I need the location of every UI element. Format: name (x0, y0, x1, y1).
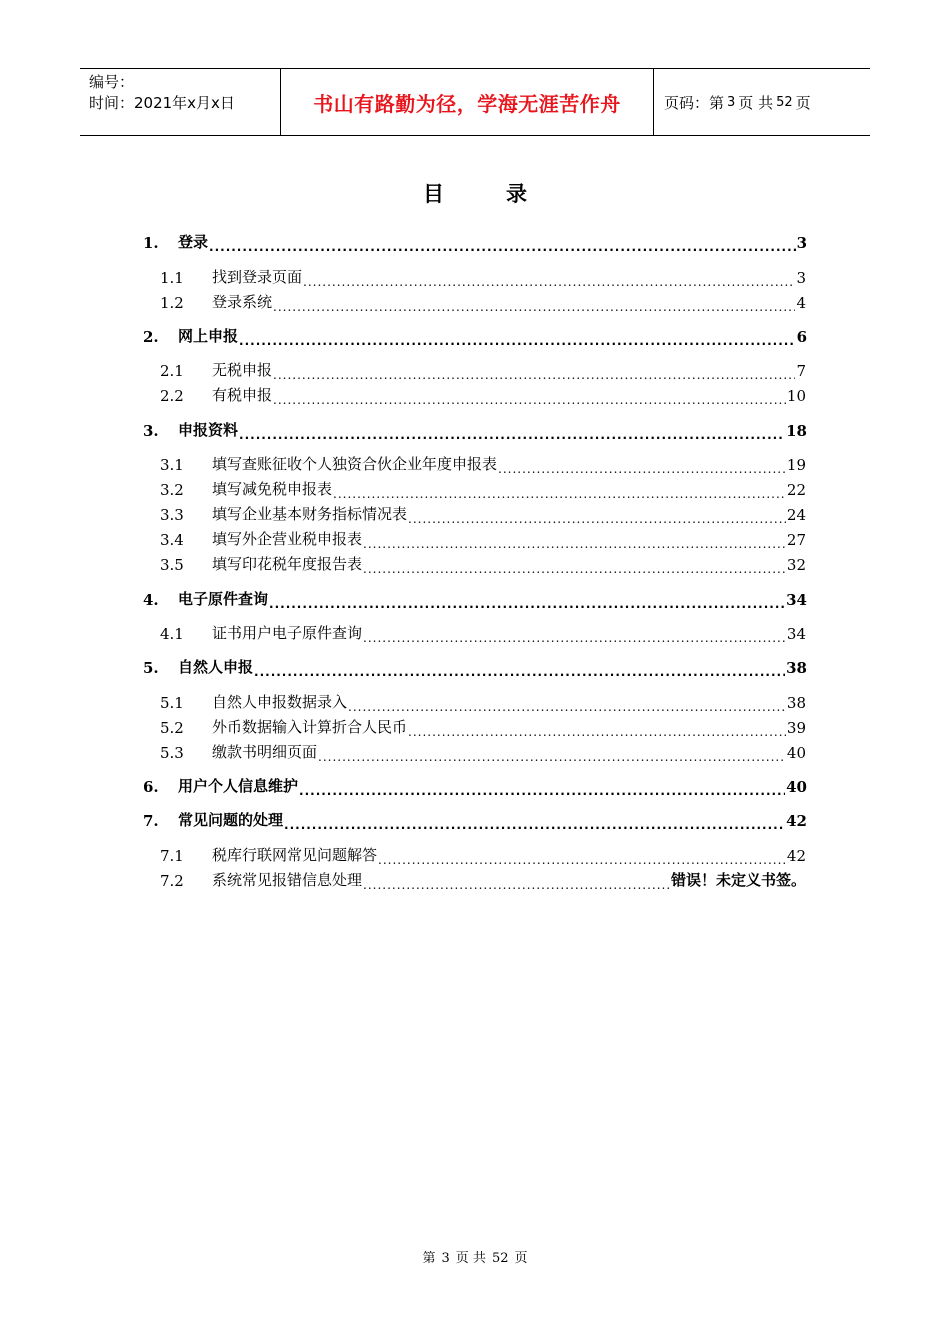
toc-entry-number: 4. (143, 591, 159, 609)
toc-entry-page: 42 (786, 847, 806, 865)
toc-entry-page: 18 (786, 422, 807, 440)
toc-entry-number: 2.2 (160, 387, 184, 405)
time-label: 时间：2021年x月x日 (89, 94, 235, 112)
toc-leader-dots (498, 458, 786, 474)
toc-entry-title: 找到登录页面 (212, 268, 303, 286)
toc-section-entry[interactable] (160, 738, 806, 762)
toc-entry-title: 填写减免税申报表 (212, 480, 333, 498)
toc-leader-dots (333, 483, 786, 499)
page-prefix: 页码：第 (664, 93, 725, 112)
toc-entry-page: 42 (786, 812, 807, 830)
toc-entry-title: 填写外企营业税申报表 (212, 530, 363, 548)
toc-entry-title: 有税申报 (212, 386, 273, 404)
toc-entry-page: 40 (786, 778, 807, 796)
toc-section-entry[interactable] (160, 525, 806, 549)
toc-entry-title: 常见问题的处理 (178, 811, 284, 829)
toc-leader-dots (348, 696, 786, 712)
toc-leader-dots (303, 271, 795, 287)
toc-entry-title: 证书用户电子原件查询 (212, 624, 363, 642)
toc-leader-dots (269, 593, 785, 609)
toc-entry-page: 19 (786, 456, 806, 474)
toc-entry-number: 3.1 (160, 456, 184, 474)
toc-entry-page: 34 (786, 625, 806, 643)
toc-leader-dots (408, 508, 786, 524)
page-total: 52 (776, 94, 793, 110)
toc-entry-page: 22 (786, 481, 806, 499)
toc-entry-title: 填写查账征收个人独资合伙企业年度申报表 (212, 455, 498, 473)
toc-entry-number: 5. (143, 659, 159, 677)
toc-chapter-entry[interactable] (143, 585, 807, 609)
toc-leader-dots (363, 874, 670, 890)
toc-entry-page: 7 (796, 362, 806, 380)
toc-leader-dots (284, 814, 785, 830)
toc-section-entry[interactable] (160, 866, 806, 890)
toc-entry-number: 7.1 (160, 847, 184, 865)
toc-section-entry[interactable] (160, 475, 806, 499)
page-suffix: 页 (795, 93, 811, 112)
toc-section-entry[interactable] (160, 688, 806, 712)
toc-section-entry[interactable] (160, 841, 806, 865)
toc-entry-page: 4 (796, 294, 806, 312)
toc-title-right: 录 (506, 182, 527, 206)
footer-suffix: 页 (514, 1251, 528, 1266)
page-mid: 页 共 (738, 93, 774, 112)
toc-entry-number: 3.5 (160, 556, 184, 574)
toc-chapter-entry[interactable] (143, 228, 807, 252)
toc-chapter-entry[interactable] (143, 772, 807, 796)
toc-entry-number: 5.3 (160, 744, 184, 762)
toc-entry-number: 2.1 (160, 362, 184, 380)
toc-entry-title: 自然人申报数据录入 (212, 693, 348, 711)
toc-leader-dots (318, 746, 786, 762)
toc-leader-dots (408, 721, 786, 737)
toc-entry-number: 3.2 (160, 481, 184, 499)
toc-entry-title: 登录系统 (212, 293, 273, 311)
toc-leader-dots (363, 627, 786, 643)
footer-mid: 页 共 (455, 1251, 486, 1266)
footer-number: 3 (441, 1251, 450, 1266)
toc-entry-page: 38 (786, 659, 807, 677)
toc-entry-page: 40 (786, 744, 806, 762)
toc-entry-title: 填写印花税年度报告表 (212, 555, 363, 573)
toc-leader-dots (273, 389, 786, 405)
toc-entry-page: 6 (796, 328, 807, 346)
toc-section-entry[interactable] (160, 450, 806, 474)
toc-leader-dots (273, 296, 795, 312)
toc-entry-page: 24 (786, 506, 806, 524)
toc-entry-number: 3.3 (160, 506, 184, 524)
toc-entry-title: 外币数据输入计算折合人民币 (212, 718, 408, 736)
toc-leader-dots (239, 424, 785, 440)
toc-section-entry[interactable] (160, 288, 806, 312)
toc-entry-page: 38 (786, 694, 806, 712)
toc-section-entry[interactable] (160, 550, 806, 574)
header-motto: 书山有路勤为径，学海无涯苦作舟 (281, 69, 654, 135)
toc-entry-title: 无税申报 (212, 361, 273, 379)
toc-entry-title: 填写企业基本财务指标情况表 (212, 505, 408, 523)
toc-entry-page: 27 (786, 531, 806, 549)
toc-section-entry[interactable] (160, 381, 806, 405)
toc-chapter-entry[interactable] (143, 322, 807, 346)
toc-entry-number: 1.2 (160, 294, 184, 312)
header-meta-cell (80, 69, 281, 135)
toc-leader-dots (254, 661, 785, 677)
toc-entry-number: 7. (143, 812, 159, 830)
toc-leader-dots (209, 236, 796, 252)
footer-prefix: 第 (422, 1251, 436, 1266)
toc-entry-title: 登录 (178, 233, 209, 251)
toc-entry-number: 3. (143, 422, 159, 440)
toc-entry-number: 2. (143, 328, 159, 346)
toc-section-entry[interactable] (160, 713, 806, 737)
toc-chapter-entry[interactable] (143, 416, 807, 440)
toc-leader-dots (299, 780, 785, 796)
toc-entry-page: 32 (786, 556, 806, 574)
toc-entry-page: 10 (786, 387, 806, 405)
toc-entry-page: 错误！未定义书签。 (670, 871, 806, 889)
toc-section-entry[interactable] (160, 263, 806, 287)
toc-entry-page: 3 (796, 269, 806, 287)
toc-leader-dots (363, 533, 786, 549)
page-number: 3 (727, 94, 736, 110)
toc-leader-dots (273, 364, 795, 380)
toc-entry-title: 自然人申报 (178, 658, 254, 676)
toc-entry-title: 系统常见报错信息处理 (212, 871, 363, 889)
toc-entry-number: 1. (143, 234, 159, 252)
toc-section-entry[interactable] (160, 619, 806, 643)
toc-chapter-entry[interactable] (143, 653, 807, 677)
toc-entry-number: 5.1 (160, 694, 184, 712)
toc-title-left: 目 (423, 182, 444, 206)
toc-section-entry[interactable] (160, 356, 806, 380)
toc-entry-number: 5.2 (160, 719, 184, 737)
number-label: 编号： (89, 73, 135, 91)
toc-entry-number: 6. (143, 778, 159, 796)
toc-entry-page: 34 (786, 591, 807, 609)
toc-leader-dots (378, 849, 786, 865)
toc-entry-title: 电子原件查询 (178, 590, 269, 608)
toc-entry-page: 3 (796, 234, 807, 252)
toc-chapter-entry[interactable] (143, 806, 807, 830)
toc-entry-title: 缴款书明细页面 (212, 743, 318, 761)
page-footer (0, 1247, 950, 1266)
toc-entry-number: 7.2 (160, 872, 184, 890)
toc-entry-number: 1.1 (160, 269, 184, 287)
toc-leader-dots (363, 558, 786, 574)
toc-title (0, 178, 950, 208)
toc-section-entry[interactable] (160, 500, 806, 524)
toc-leader-dots (239, 330, 796, 346)
header-page-info (654, 69, 870, 135)
toc-entry-number: 3.4 (160, 531, 184, 549)
toc-entry-title: 用户个人信息维护 (178, 777, 299, 795)
toc-entry-page: 39 (786, 719, 806, 737)
toc-entry-number: 4.1 (160, 625, 184, 643)
footer-total: 52 (491, 1251, 509, 1266)
toc-entry-title: 申报资料 (178, 421, 239, 439)
toc-entry-title: 税库行联网常见问题解答 (212, 846, 378, 864)
document-header (80, 68, 870, 136)
toc-entry-title: 网上申报 (178, 327, 239, 345)
